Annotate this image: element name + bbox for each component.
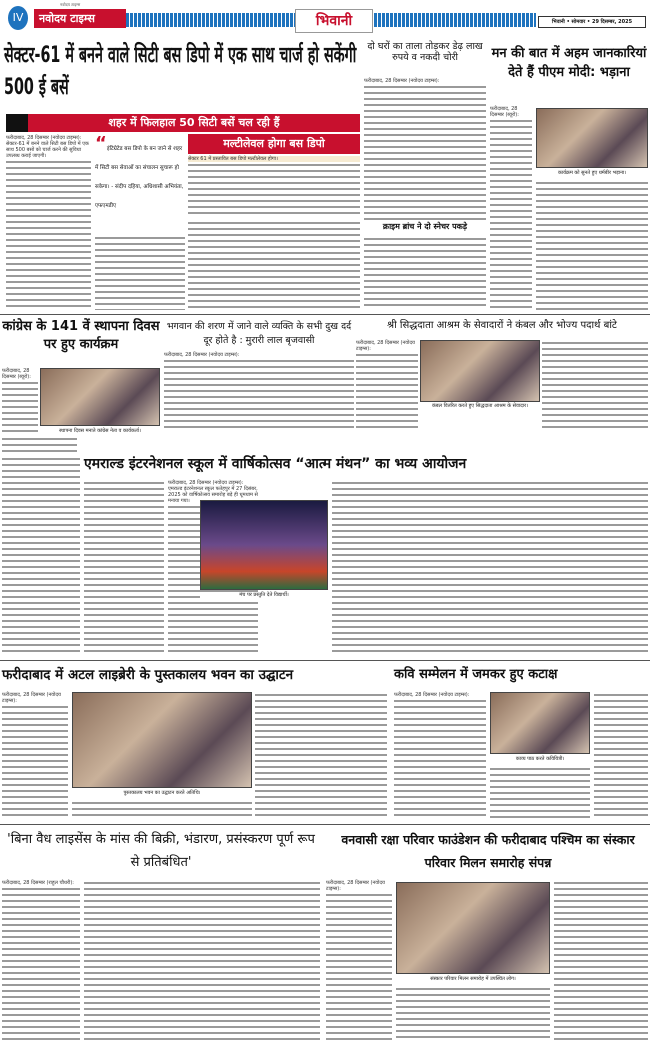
mann-headline: मन की बात में अहम जानकारियां देते हैं पीएम मोदी: भड़ाना (491, 46, 647, 80)
brand-logo: नवोदय टाइम्स (34, 9, 126, 28)
atal-body-2 (255, 692, 387, 820)
emerald-col-1 (84, 480, 164, 656)
mann-column-2 (536, 180, 648, 310)
siddh-caption: कंबल वितरित करते हुए सिद्धदाता आश्रम के सेवादार। (431, 403, 529, 409)
congress-headline: कांग्रेस के 141 वें स्थापना दिवस पर हुए कार्यक्रम (2, 319, 160, 352)
vanvasi-caption: संस्कार परिवार मिलन समारोह में उपस्थित लोग। (430, 976, 516, 982)
kavi-body-2 (490, 766, 590, 820)
emerald-col-congress (2, 456, 80, 656)
emerald-caption: मंच पर प्रस्तुति देते विद्यार्थी। (200, 592, 328, 599)
kavi-caption: काव्य पाठ करते कवियित्री। (515, 756, 565, 762)
bhagwan-body (164, 352, 354, 432)
lead-banner: शहर में फिलहाल 50 सिटी बसें चल रही हैं (6, 114, 360, 132)
mann-caption: कार्यक्रम को सुनते हुए धर्मबीर भड़ाना। (557, 170, 627, 176)
atal-headline: फरीदाबाद में अटल लाइब्रेरी के पुस्तकालय भवन का उद्घाटन (2, 667, 294, 683)
quote-text: इंटिग्रेटेड बस डिपो के बन जाने से शहर में सिटी बस सेवाओं का संचालन सुचारू हो सकेगा। - संदीप दहिया, अधिशासी अभियंता, एफएमडीए (95, 146, 184, 209)
vanvasi-headline: वनवासी रक्षा परिवार फाउंडेशन की फरीदाबाद पश्चिम का संस्कार परिवार मिलन समारोह संपन्न (341, 832, 635, 870)
lead-column-3 (188, 220, 360, 310)
crime-branch-body (364, 236, 486, 310)
atal-photo (72, 692, 252, 788)
emerald-col-3 (332, 480, 648, 656)
theft-headline: दो घरों का ताला तोड़कर डेढ़ लाख रुपये व नकदी चोरी (367, 41, 483, 63)
congress-dateline: फरीदाबाद, 28 दिसम्बर (ब्यूरो): (2, 368, 38, 380)
masthead-small-label: नवोदय टाइम्स (60, 2, 81, 7)
emerald-headline: एमराल्ड इंटरनेशनल स्कूल में वार्षिकोत्सव “आत्म मंथन” का भव्य आयोजन (84, 456, 467, 472)
kavi-headline: कवि सम्मेलन में जमकर हुए कटाक्ष (394, 667, 558, 682)
siddh-body-2 (542, 340, 648, 432)
lead-sub-text: सेक्टर 61 में प्रस्तावित बस डिपो मल्टीलेवल होगा। (188, 156, 360, 162)
lead-quote (95, 135, 185, 230)
kavi-photo (490, 692, 590, 754)
meat-dateline: फरीदाबाद, 28 दिसम्बर (राहुल चौधरी): (2, 880, 80, 886)
kavi-body-3 (594, 692, 648, 820)
quote-icon: “ (95, 133, 107, 154)
vanvasi-dateline: फरीदाबाद, 28 दिसम्बर (नवोदय टाइम्स): (326, 880, 392, 892)
dateline: भिवानी • सोमवार • 29 दिसम्बर, 2025 (538, 16, 646, 28)
lead-subhead: मल्टीलेवल होगा बस डिपो (188, 134, 360, 154)
lead-column-1 (6, 135, 91, 310)
divider (0, 314, 650, 315)
congress-caption: स्थापना दिवस मनाते कांग्रेस नेता व कार्यकर्ता। (59, 428, 141, 434)
congress-photo (40, 368, 160, 426)
lead-dateline: फरीदाबाद, 28 दिसम्बर (नवोदय टाइम्स): सेक्टर-61 में बनने वाले सिटी बस डिपो में एक साथ 500 बसों को चार्ज करने की सुविधा उपलब्ध कराई जाएगी। (6, 135, 91, 159)
theft-body (364, 78, 486, 220)
page-number-badge: IV (8, 6, 28, 30)
siddh-photo (420, 340, 540, 402)
meat-body-2 (84, 880, 320, 1040)
crime-branch-headline: क्राइम ब्रांच ने दो स्नेचर पकड़े (382, 222, 468, 231)
siddh-dateline: फरीदाबाद, 28 दिसम्बर (नवोदय टाइम्स): (356, 340, 418, 352)
theft-dateline: फरीदाबाद, 28 दिसम्बर (नवोदय टाइम्स): (364, 78, 486, 84)
masthead (0, 0, 650, 38)
vanvasi-body-2 (396, 986, 550, 1040)
emerald-photo (200, 500, 328, 590)
mann-photo (536, 108, 648, 168)
mann-dateline: फरीदाबाद, 28 दिसम्बर (ब्यूरो): (490, 106, 532, 118)
bhagwan-headline: भगवान की शरण में जाने वाले व्यक्ति के सभी दुख दर्द दूर होते है : मुरारी लाल बृजवासी (166, 321, 352, 346)
atal-caption: पुस्तकालय भवन का उद्घाटन करते अतिथि। (123, 790, 201, 796)
vanvasi-body-3 (554, 880, 648, 1040)
bhagwan-dateline: फरीदाबाद, 28 दिसम्बर (नवोदय टाइम्स): (164, 352, 354, 358)
siddh-headline: श्री सिद्धदाता आश्रम के सेवादारों ने कंबल और भोज्य पदार्थ बांटे (387, 320, 617, 331)
lead-column-2 (95, 235, 185, 310)
congress-body-3 (2, 436, 77, 452)
vanvasi-photo (396, 882, 550, 974)
atal-body-3 (72, 800, 252, 820)
atal-dateline: फरीदाबाद, 28 दिसम्बर (नवोदय टाइम्स): (2, 692, 68, 704)
edition-name: भिवानी (295, 9, 373, 33)
divider (0, 824, 650, 825)
siddh-body-1 (356, 340, 418, 432)
atal-body-1 (2, 692, 68, 820)
emerald-dateline: फरीदाबाद, 28 दिसम्बर (नवोदय टाइम्स): एमराल्ड इंटरनेशनल स्कूल फतेहपुर में 27 दिसंबर, 2025 को वार्षिकोत्सव समारोह बड़े ही धूमधाम से मनाया गया। (168, 480, 258, 504)
lead-sub-box (188, 156, 360, 216)
kavi-body-1 (394, 692, 486, 820)
vanvasi-body-1 (326, 880, 392, 1040)
lead-headline: सेक्टर-61 में बनने वाले सिटी बस डिपो में एक साथ चार्ज हो सकेंगी 500 ई बसें (4, 40, 359, 104)
divider (0, 660, 650, 661)
kavi-dateline: फरीदाबाद, 28 दिसम्बर (नवोदय टाइम्स): (394, 692, 486, 698)
meat-headline: 'बिना वैध लाइसेंस के मांस की बिक्री, भंडारण, प्रसंस्करण पूर्ण रूप से प्रतिबंधित' (7, 832, 315, 870)
mann-column-1 (490, 106, 532, 310)
meat-body-1 (2, 880, 80, 1040)
